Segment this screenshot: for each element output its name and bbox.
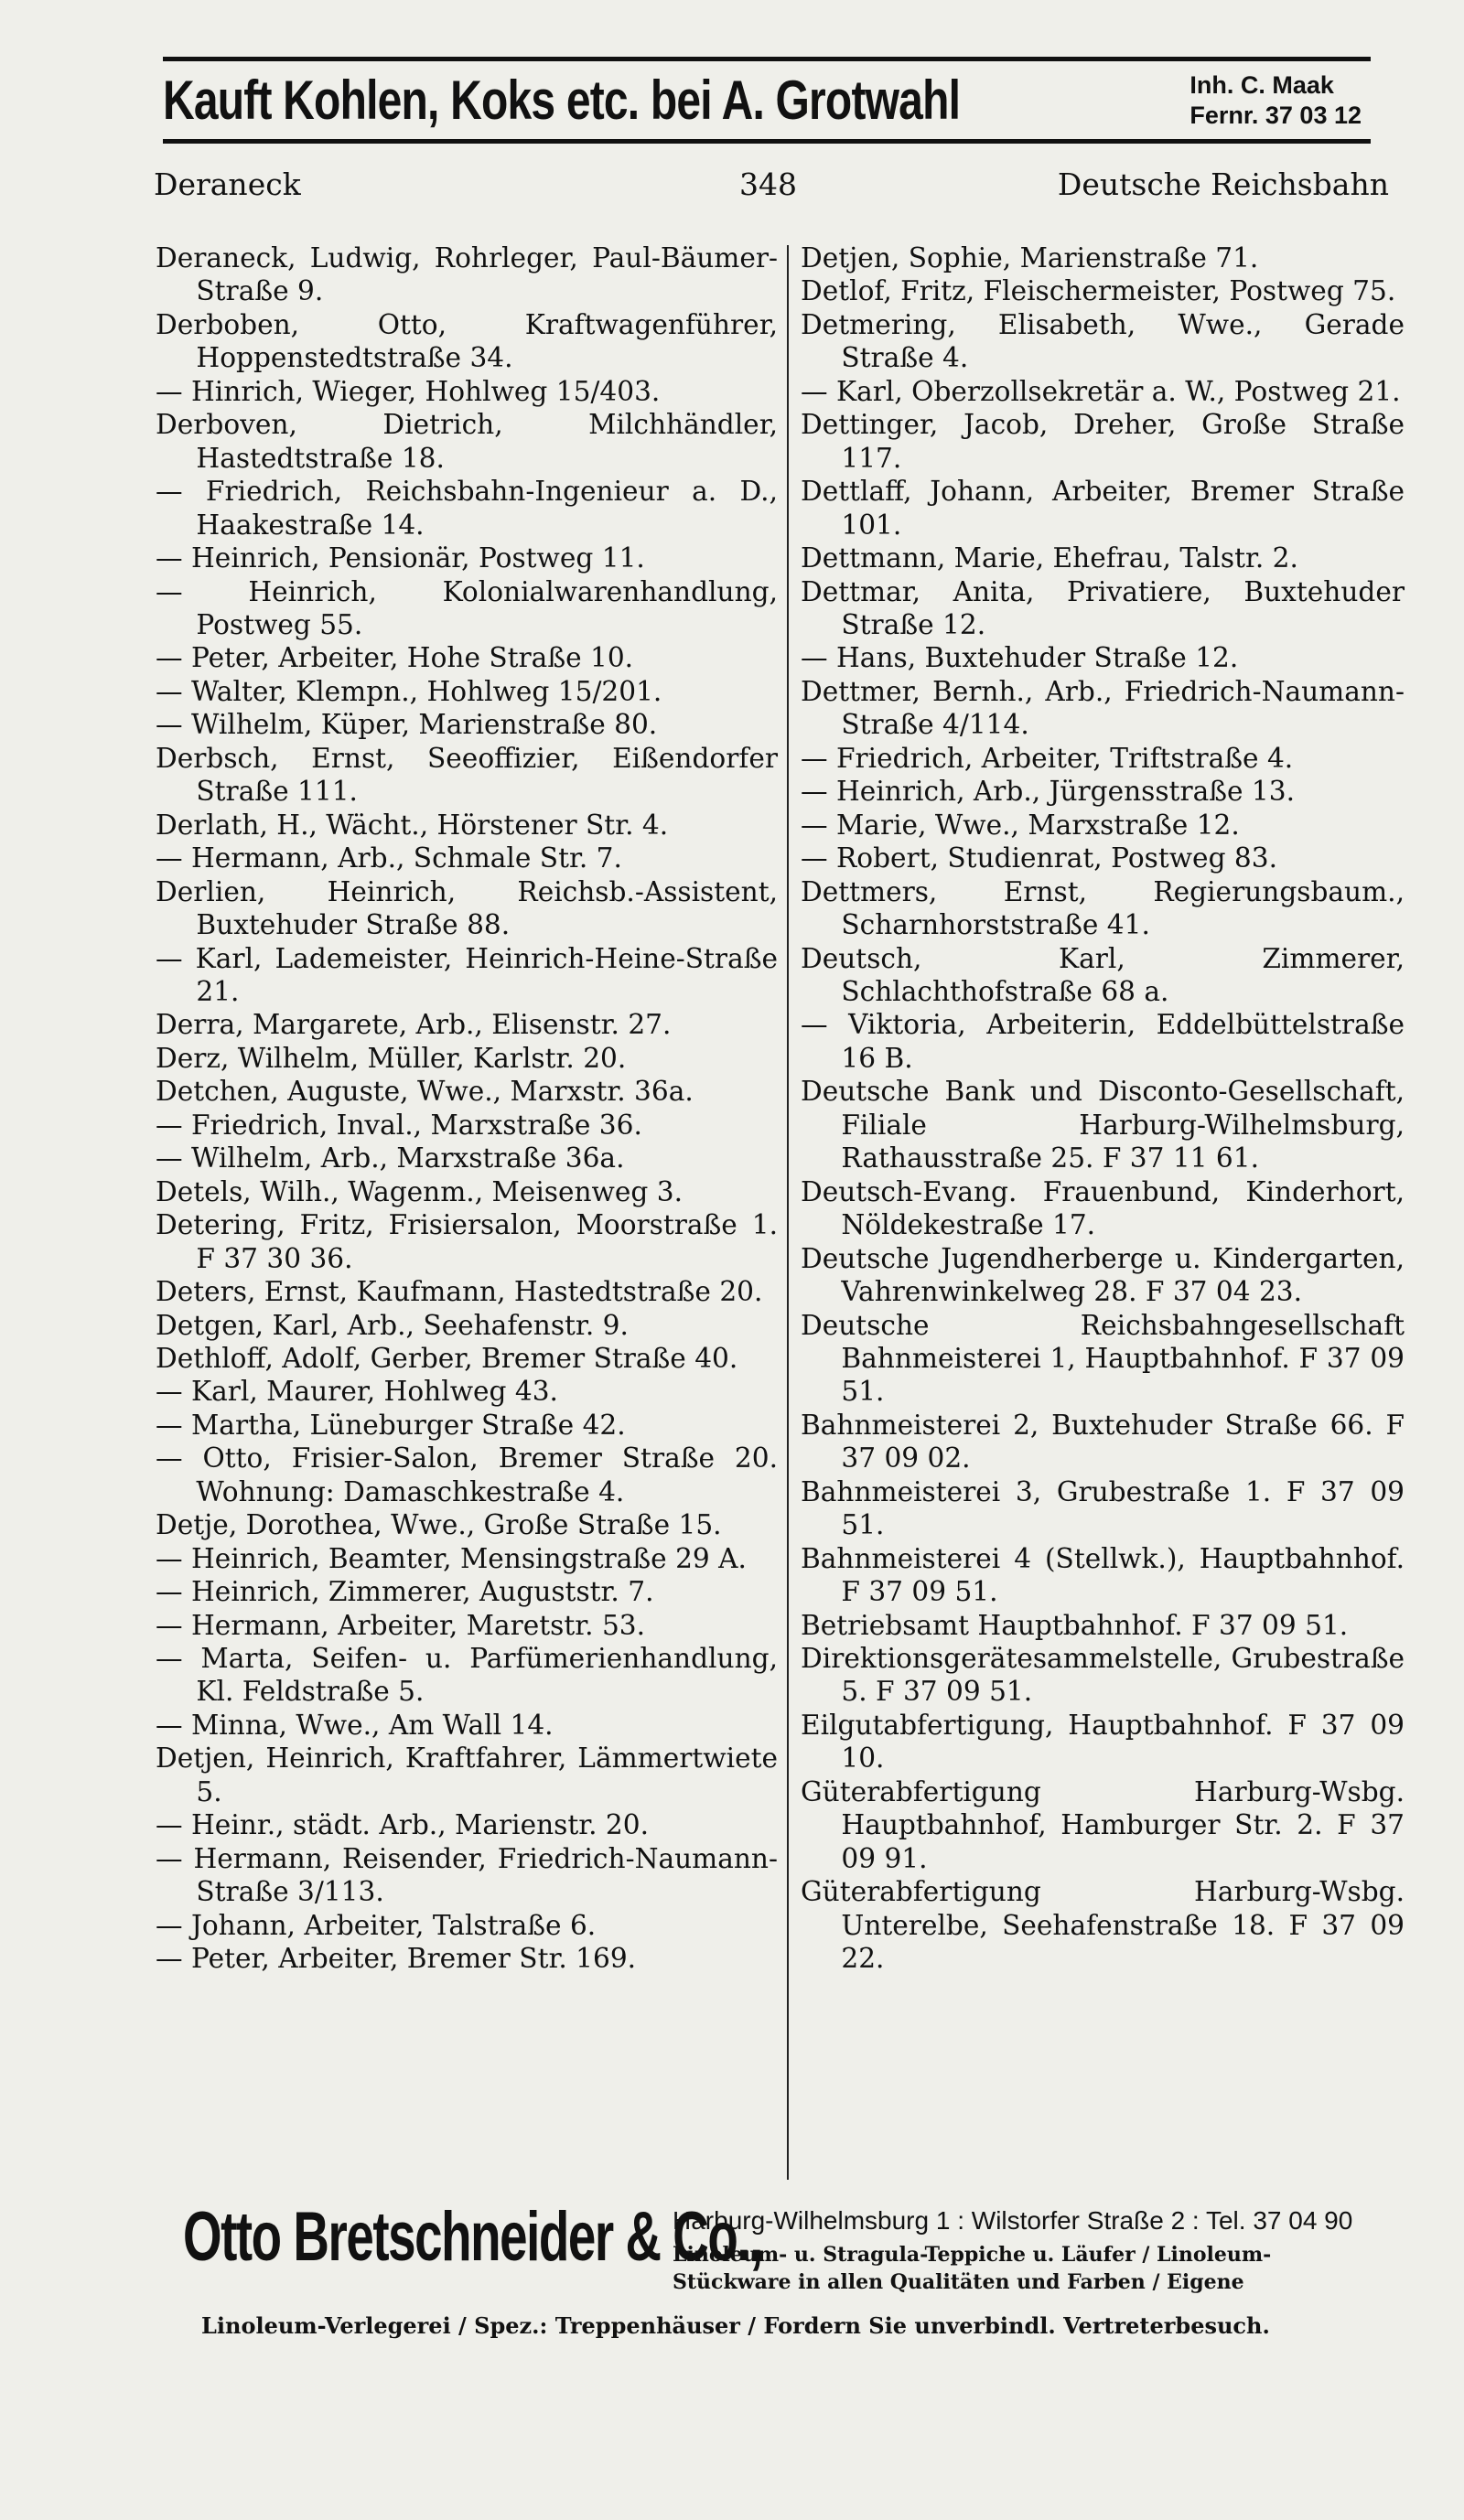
directory-entry: Dettmer, Bernh., Arb., Friedrich-Naumann-Straße 4/114. — [801, 675, 1405, 741]
directory-entry: Detgen, Karl, Arb., Seehafenstr. 9. — [156, 1309, 629, 1341]
directory-entry: Eilgutabfertigung, Hauptbahnhof. F 37 09 10. — [801, 1709, 1405, 1775]
directory-entry: Bahnmeisterei 2, Buxtehuder Straße 66. F 37 09 02. — [801, 1409, 1405, 1474]
directory-entry: — Karl, Lademeister, Heinrich-Heine-Straße 21. — [156, 942, 778, 1007]
directory-entry: Derboven, Dietrich, Milchhändler, Hastedtstraße 18. — [156, 409, 778, 474]
directory-entry: — Heinrich, Beamter, Mensingstraße 29 A. — [156, 1542, 747, 1574]
directory-entry: Detlof, Fritz, Fleischermeister, Postweg 75. — [801, 275, 1396, 307]
directory-entry: — Hermann, Arb., Schmale Str. 7. — [156, 842, 622, 874]
directory-entry: — Heinrich, Arb., Jürgensstraße 13. — [801, 776, 1295, 808]
directory-entry: Dettmers, Ernst, Regierungsbaum., Scharnhorststraße 41. — [801, 875, 1405, 941]
directory-entry: Deutsch-Evang. Frauenbund, Kinderhort, Nöldekestraße 17. — [801, 1175, 1405, 1241]
directory-entry: Derlath, H., Wächt., Hörstener Str. 4. — [156, 809, 669, 841]
directory-entry: Direktionsgerätesammelstelle, Grubestraße 5. F 37 09 51. — [801, 1643, 1405, 1708]
top-advertisement — [163, 57, 1371, 144]
directory-entry: Derbsch, Ernst, Seeoffizier, Eißendorfer Straße 111. — [156, 742, 778, 808]
directory-entry: Detels, Wilh., Wagenm., Meisenweg 3. — [156, 1175, 683, 1207]
directory-entry: — Marta, Seifen- u. Parfümerienhandlung, Kl. Feldstraße 5. — [156, 1643, 778, 1708]
directory-entry: Güterabfertigung Harburg-Wsbg. Unterelbe, Seehafenstraße 18. F 37 09 22. — [801, 1876, 1405, 1975]
top-ad-phone: Fernr. 37 03 12 — [1190, 102, 1362, 129]
running-header — [154, 166, 1389, 212]
directory-entry: — Heinrich, Pensionär, Postweg 11. — [156, 542, 645, 574]
directory-entry: Derlien, Heinrich, Reichsb.-Assistent, Buxtehuder Straße 88. — [156, 875, 778, 941]
header-first-entry: Deraneck — [154, 166, 301, 202]
directory-entry: Bahnmeisterei 3, Grubestraße 1. F 37 09 51. — [801, 1475, 1405, 1541]
directory-entry: — Wilhelm, Küper, Marienstraße 80. — [156, 709, 658, 741]
directory-entry: Deters, Ernst, Kaufmann, Hastedtstraße 20. — [156, 1276, 763, 1308]
top-ad-owner: Inh. C. Maak — [1190, 71, 1334, 99]
directory-entry: — Hermann, Reisender, Friedrich-Naumann-Straße 3/113. — [156, 1842, 778, 1908]
directory-entry: — Minna, Wwe., Am Wall 14. — [156, 1709, 554, 1741]
directory-entry: Derra, Margarete, Arb., Elisenstr. 27. — [156, 1009, 672, 1041]
directory-entry: Deutsche Reichsbahngesellschaft Bahnmeisterei 1, Hauptbahnhof. F 37 09 51. — [801, 1309, 1405, 1408]
directory-entry: Detmering, Elisabeth, Wwe., Gerade Straße 4. — [801, 308, 1405, 374]
directory-entry: — Hans, Buxtehuder Straße 12. — [801, 642, 1239, 674]
bottom-advertisement — [183, 2198, 1418, 2372]
page-number: 348 — [739, 166, 797, 202]
top-ad-headline: Kauft Kohlen, Koks etc. bei A. Grotwahl — [163, 69, 961, 131]
bottom-ad-company: Otto Bretschneider & Co., — [183, 2198, 762, 2276]
directory-entry: Bahnmeisterei 4 (Stellwk.), Hauptbahnhof. F 37 09 51. — [801, 1542, 1405, 1608]
directory-entry: — Friedrich, Reichsbahn-Ingenieur a. D., Haakestraße 14. — [156, 476, 778, 541]
directory-entry: — Friedrich, Inval., Marxstraße 36. — [156, 1109, 642, 1141]
left-column — [156, 241, 778, 1976]
directory-entry: Güterabfertigung Harburg-Wsbg. Hauptbahnhof, Hamburger Str. 2. F 37 09 91. — [801, 1775, 1405, 1874]
directory-entry: — Walter, Klempn., Hohlweg 15/201. — [156, 675, 662, 707]
directory-entry: Deraneck, Ludwig, Rohrleger, Paul-Bäumer-Straße 9. — [156, 242, 778, 307]
top-ad-contact — [1190, 70, 1362, 131]
directory-entry: Deutsche Bank und Disconto-Gesellschaft, Filiale Harburg-Wilhelmsburg, Rathausstraße 25. F 37 11 61. — [801, 1076, 1405, 1174]
directory-entry: Betriebsamt Hauptbahnhof. F 37 09 51. — [801, 1609, 1349, 1641]
directory-entry: — Viktoria, Arbeiterin, Eddelbüttelstraße 16 B. — [801, 1009, 1405, 1074]
directory-entry: — Peter, Arbeiter, Hohe Straße 10. — [156, 642, 634, 674]
directory-entry: — Karl, Maurer, Hohlweg 43. — [156, 1376, 558, 1408]
directory-entry: — Heinr., städt. Arb., Marienstr. 20. — [156, 1809, 650, 1841]
bottom-ad-address: Harburg-Wilhelmsburg 1 : Wilstorfer Straße 2 : Tel. 37 04 90 — [673, 2206, 1353, 2235]
directory-entry: — Wilhelm, Arb., Marxstraße 36a. — [156, 1142, 625, 1174]
directory-entry: Derboben, Otto, Kraftwagenführer, Hoppenstedtstraße 34. — [156, 308, 778, 374]
bottom-ad-services: Linoleum-Verlegerei / Spez.: Treppenhäuser / Fordern Sie unverbindl. Vertreterbesuch. — [201, 2312, 1270, 2339]
bottom-ad-products-line1: Linoleum- u. Stragula-Teppiche u. Läufer / Linoleum- — [673, 2243, 1272, 2267]
directory-entry: Detjen, Heinrich, Kraftfahrer, Lämmertwiete 5. — [156, 1743, 778, 1807]
directory-entry: — Heinrich, Kolonialwarenhandlung, Postweg 55. — [156, 575, 778, 640]
directory-entry: — Robert, Studienrat, Postweg 83. — [801, 842, 1277, 874]
directory-entry: — Marie, Wwe., Marxstraße 12. — [801, 809, 1240, 841]
directory-entry: — Heinrich, Zimmerer, Auguststr. 7. — [156, 1576, 654, 1608]
header-last-entry: Deutsche Reichsbahn — [1057, 166, 1389, 202]
bottom-ad-products-line2: Stückware in allen Qualitäten und Farben / Eigene — [673, 2270, 1244, 2294]
column-divider — [787, 245, 789, 2180]
directory-entry: Detje, Dorothea, Wwe., Große Straße 15. — [156, 1509, 722, 1541]
directory-entry: — Friedrich, Arbeiter, Triftstraße 4. — [801, 742, 1294, 774]
directory-entry: — Hermann, Arbeiter, Maretstr. 53. — [156, 1609, 646, 1641]
directory-entry: Deutsch, Karl, Zimmerer, Schlachthofstraße 68 a. — [801, 942, 1405, 1007]
directory-entry: Detjen, Sophie, Marienstraße 71. — [801, 242, 1259, 273]
directory-entry: Dettmann, Marie, Ehefrau, Talstr. 2. — [801, 542, 1298, 574]
right-column — [801, 241, 1405, 1976]
directory-entry: Dettlaff, Johann, Arbeiter, Bremer Straße 101. — [801, 476, 1405, 541]
directory-entry: Derz, Wilhelm, Müller, Karlstr. 20. — [156, 1042, 627, 1074]
directory-entry: — Martha, Lüneburger Straße 42. — [156, 1409, 626, 1441]
directory-entry: — Otto, Frisier-Salon, Bremer Straße 20. Wohnung: Damaschkestraße 4. — [156, 1442, 778, 1507]
directory-entry: — Hinrich, Wieger, Hohlweg 15/403. — [156, 375, 661, 407]
directory-entry: Detchen, Auguste, Wwe., Marxstr. 36a. — [156, 1076, 694, 1108]
directory-entry: Dethloff, Adolf, Gerber, Bremer Straße 40. — [156, 1342, 738, 1374]
directory-entry: — Peter, Arbeiter, Bremer Str. 169. — [156, 1943, 637, 1975]
directory-entry: Dettmar, Anita, Privatiere, Buxtehuder Straße 12. — [801, 575, 1405, 640]
directory-entry: — Karl, Oberzollsekretär a. W., Postweg 21. — [801, 375, 1401, 407]
directory-entry: Deutsche Jugendherberge u. Kindergarten, Vahrenwinkelweg 28. F 37 04 23. — [801, 1242, 1405, 1308]
directory-entry: Detering, Fritz, Frisiersalon, Moorstraße 1. F 37 30 36. — [156, 1209, 778, 1274]
directory-entry: — Johann, Arbeiter, Talstraße 6. — [156, 1909, 597, 1941]
directory-entry: Dettinger, Jacob, Dreher, Große Straße 117. — [801, 409, 1405, 474]
